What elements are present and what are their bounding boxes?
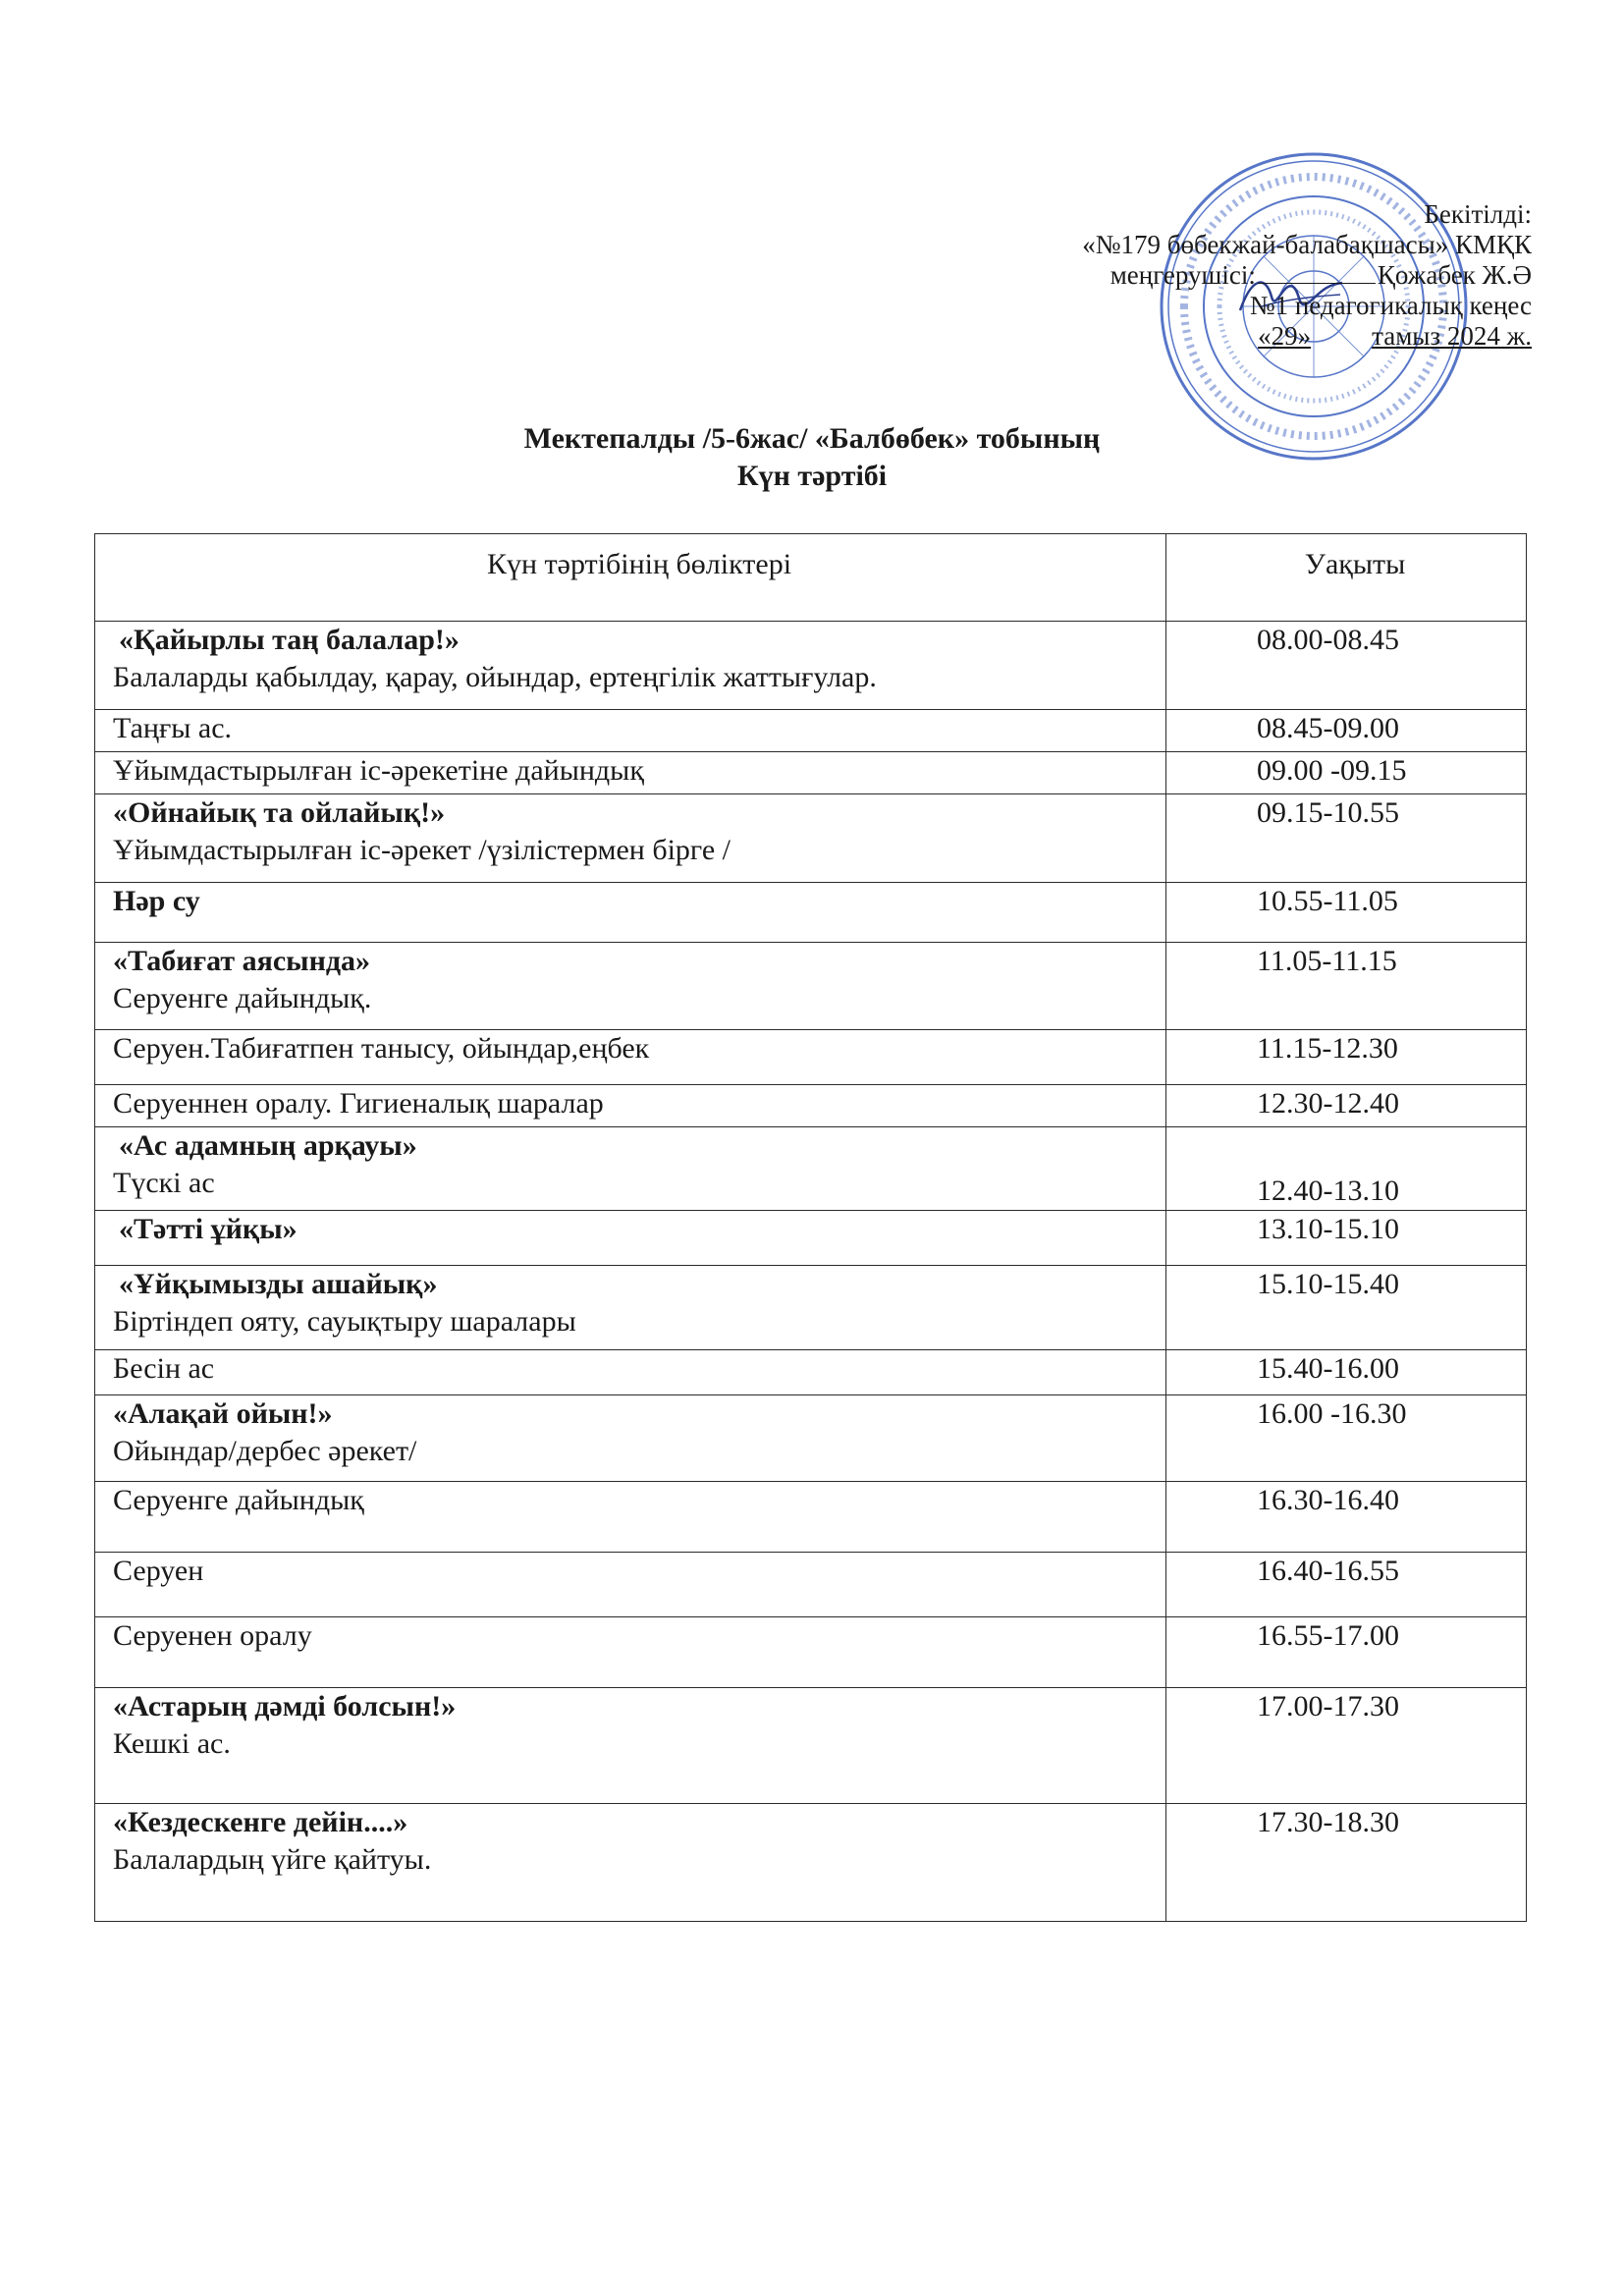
activity-description: Таңғы ас.	[113, 712, 233, 744]
activity-description: Серуенен оралу	[113, 1619, 312, 1652]
activity-cell	[95, 1127, 1166, 1211]
table-row	[95, 622, 1527, 710]
table-row	[95, 1553, 1527, 1617]
signature-line	[1258, 263, 1376, 284]
table-row	[95, 883, 1527, 943]
time-cell: 16.00 -16.30	[1166, 1395, 1527, 1482]
activity-description: Серуенге дайындық	[113, 1484, 364, 1516]
activity-description: Ұйымдастырылған іс-әрекетіне дайындық	[113, 754, 644, 787]
activity-description: Бесін ас	[113, 1352, 215, 1385]
activity-cell	[95, 1266, 1166, 1350]
activity-name: Нәр су	[113, 885, 200, 917]
time-cell: 13.10-15.10	[1166, 1211, 1527, 1266]
time-cell: 08.00-08.45	[1166, 622, 1527, 710]
table-row	[95, 1127, 1527, 1211]
head-label: меңгерушісі:	[1110, 260, 1256, 290]
table-row	[95, 710, 1527, 752]
approval-date	[1082, 321, 1532, 352]
activity-description: Серуенге дайындық.	[113, 982, 372, 1014]
activity-description: Серуен	[113, 1555, 204, 1587]
activity-cell	[95, 1395, 1166, 1482]
council-line: №1 педагогикалық кеңес	[1249, 291, 1532, 320]
table-row	[95, 1482, 1527, 1553]
table-header-row	[95, 534, 1527, 622]
approval-block	[1082, 199, 1532, 352]
activity-name: «Кездескенге дейін....»	[113, 1806, 408, 1838]
activity-name: «Ойнайық та ойлайық!»	[113, 796, 446, 829]
activity-cell	[95, 1688, 1166, 1804]
activity-cell	[95, 1350, 1166, 1395]
activity-description: Балаларды қабылдау, қарау, ойындар, ертеңгілік жаттығулар.	[113, 661, 877, 693]
activity-description: Кешкі ас.	[113, 1727, 231, 1760]
table-row	[95, 752, 1527, 794]
table-row	[95, 1085, 1527, 1127]
table-row	[95, 1266, 1527, 1350]
activity-cell	[95, 794, 1166, 883]
document-title	[0, 420, 1624, 495]
table-row	[95, 1617, 1527, 1688]
date-day: «29»	[1258, 321, 1312, 351]
activity-cell	[95, 1030, 1166, 1085]
activity-cell	[95, 752, 1166, 794]
activity-cell	[95, 1617, 1166, 1688]
table-row	[95, 1395, 1527, 1482]
time-cell: 16.55-17.00	[1166, 1617, 1527, 1688]
column-header-parts: Күн тәртібінің бөліктері	[95, 534, 1166, 622]
activity-cell	[95, 710, 1166, 752]
time-cell: 12.40-13.10	[1166, 1127, 1527, 1211]
time-cell: 15.40-16.00	[1166, 1350, 1527, 1395]
activity-cell	[95, 1085, 1166, 1127]
organization-name: «№179 бөбекжай-балабақшасы» КМҚК	[1082, 230, 1532, 259]
activity-cell	[95, 943, 1166, 1030]
activity-cell	[95, 883, 1166, 943]
activity-name: «Қайырлы таң балалар!»	[119, 624, 460, 656]
time-cell: 16.40-16.55	[1166, 1553, 1527, 1617]
time-cell: 12.30-12.40	[1166, 1085, 1527, 1127]
activity-name: «Алақай ойын!»	[113, 1397, 333, 1430]
activity-name: «Тәтті ұйқы»	[119, 1213, 298, 1245]
schedule-table	[94, 533, 1527, 1922]
activity-description: Ойындар/дербес әрекет/	[113, 1435, 417, 1467]
activity-cell	[95, 1211, 1166, 1266]
date-rest: тамыз 2024 ж.	[1372, 321, 1532, 351]
table-row	[95, 943, 1527, 1030]
title-line-2: Күн тәртібі	[736, 460, 888, 492]
table-row	[95, 794, 1527, 883]
table-row	[95, 1804, 1527, 1922]
activity-description: Ұйымдастырылған іс-әрекет /үзілістермен бірге /	[113, 834, 731, 866]
approved-label: Бекітілді:	[1424, 199, 1532, 229]
time-cell: 09.15-10.55	[1166, 794, 1527, 883]
activity-cell	[95, 1804, 1166, 1922]
activity-description: Серуеннен оралу. Гигиеналық шаралар	[113, 1087, 604, 1120]
activity-description: Біртіндеп ояту, сауықтыру шаралары	[113, 1305, 576, 1338]
activity-name: «Табиғат аясында»	[113, 945, 371, 977]
time-cell: 08.45-09.00	[1166, 710, 1527, 752]
column-header-time: Уақыты	[1166, 534, 1527, 622]
head-name: Қожабек Ж.Ә	[1377, 260, 1532, 290]
time-cell: 15.10-15.40	[1166, 1266, 1527, 1350]
activity-description: Түскі ас	[113, 1167, 215, 1199]
time-cell: 11.15-12.30	[1166, 1030, 1527, 1085]
activity-cell	[95, 1482, 1166, 1553]
title-line-1: Мектепалды /5-6жас/ «Балбөбек» тобының	[523, 422, 1101, 455]
activity-name: «Ұйқымызды ашайық»	[119, 1268, 438, 1300]
activity-cell	[95, 622, 1166, 710]
activity-name: «Астарың дәмді болсын!»	[113, 1690, 457, 1722]
time-cell: 17.30-18.30	[1166, 1804, 1527, 1922]
activity-description: Серуен.Табиғатпен танысу, ойындар,еңбек	[113, 1032, 650, 1065]
time-cell: 11.05-11.15	[1166, 943, 1527, 1030]
table-body	[95, 622, 1527, 1922]
table-row	[95, 1688, 1527, 1804]
table-row	[95, 1211, 1527, 1266]
time-cell: 10.55-11.05	[1166, 883, 1527, 943]
table-row	[95, 1350, 1527, 1395]
activity-description: Балалардың үйге қайтуы.	[113, 1843, 432, 1876]
head-line	[1082, 260, 1532, 291]
time-cell: 09.00 -09.15	[1166, 752, 1527, 794]
activity-name: «Ас адамның арқауы»	[119, 1129, 417, 1162]
table-row	[95, 1030, 1527, 1085]
time-cell: 17.00-17.30	[1166, 1688, 1527, 1804]
time-cell: 16.30-16.40	[1166, 1482, 1527, 1553]
activity-cell	[95, 1553, 1166, 1617]
